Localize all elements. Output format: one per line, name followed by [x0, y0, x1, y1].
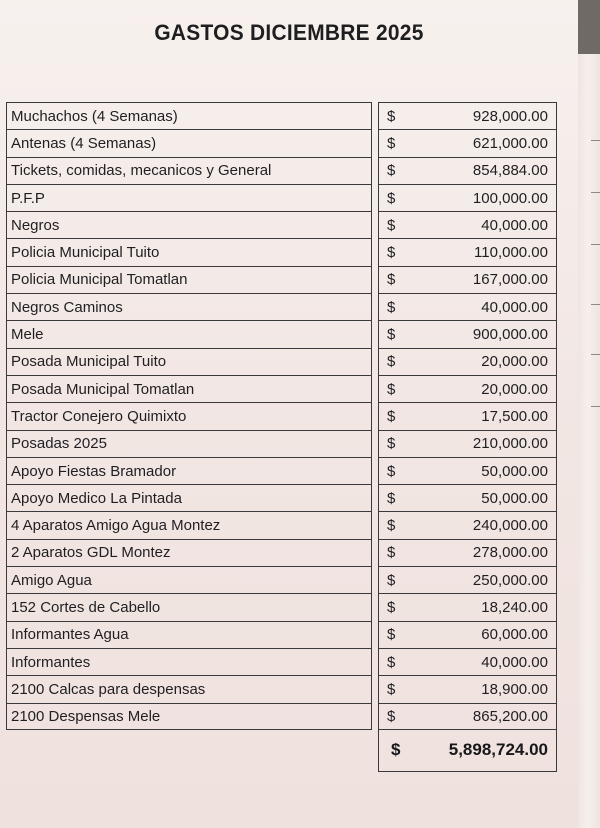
expense-amount: 240,000.00 — [472, 517, 548, 535]
expense-amount-cell — [378, 566, 557, 593]
expense-amount-cell — [378, 539, 557, 566]
total-amount-cell — [378, 730, 557, 772]
expense-row — [6, 238, 557, 265]
expense-amount: 210,000.00 — [472, 435, 548, 453]
expense-amount: 50,000.00 — [481, 462, 548, 480]
expense-row — [6, 430, 557, 457]
expense-amount: 928,000.00 — [472, 107, 548, 125]
expense-amount: 900,000.00 — [472, 326, 548, 344]
expense-row — [6, 375, 557, 402]
expense-concept: Negros Caminos — [6, 293, 372, 320]
currency-symbol: $ — [387, 244, 396, 262]
expense-amount: 40,000.00 — [481, 216, 548, 234]
expense-amount-cell — [378, 430, 557, 457]
total-amount: 5,898,724.00 — [448, 740, 548, 760]
expense-amount-cell — [378, 402, 557, 429]
expense-concept: Policia Municipal Tomatlan — [6, 266, 372, 293]
expense-amount-cell — [378, 157, 557, 184]
adjacent-page-line — [591, 192, 600, 193]
expense-row — [6, 457, 557, 484]
expense-amount: 18,900.00 — [481, 680, 548, 698]
expense-amount-cell — [378, 102, 557, 129]
expense-row — [6, 320, 557, 347]
expense-row — [6, 648, 557, 675]
currency-symbol: $ — [387, 298, 396, 316]
expense-concept: Mele — [6, 320, 372, 347]
currency-symbol: $ — [387, 189, 396, 207]
document-title: GASTOS DICIEMBRE 2025 — [154, 20, 424, 45]
adjacent-page-line — [591, 406, 600, 407]
expense-concept: P.F.P — [6, 184, 372, 211]
expense-amount: 621,000.00 — [472, 134, 548, 152]
currency-symbol: $ — [387, 571, 396, 589]
currency-symbol: $ — [387, 707, 396, 725]
expense-amount-cell — [378, 320, 557, 347]
currency-symbol: $ — [387, 216, 396, 234]
expense-amount-cell — [378, 184, 557, 211]
expense-amount: 60,000.00 — [481, 626, 548, 644]
currency-symbol: $ — [387, 271, 396, 289]
expense-concept: 4 Aparatos Amigo Agua Montez — [6, 511, 372, 538]
adjacent-page-line — [591, 354, 600, 355]
adjacent-page-line — [591, 140, 600, 141]
expense-row — [6, 211, 557, 238]
expense-amount: 854,884.00 — [472, 162, 548, 180]
expense-row — [6, 293, 557, 320]
currency-symbol: $ — [387, 680, 396, 698]
expense-row — [6, 102, 557, 129]
expense-row — [6, 348, 557, 375]
expense-amount-cell — [378, 621, 557, 648]
expense-row — [6, 539, 557, 566]
total-currency-symbol: $ — [391, 740, 401, 760]
currency-symbol: $ — [387, 517, 396, 535]
expense-row — [6, 129, 557, 156]
expense-row — [6, 157, 557, 184]
expense-amount: 40,000.00 — [481, 298, 548, 316]
expense-row — [6, 184, 557, 211]
adjacent-page-line — [591, 244, 600, 245]
expense-concept: Posadas 2025 — [6, 430, 372, 457]
currency-symbol: $ — [387, 653, 396, 671]
expense-concept: Apoyo Medico La Pintada — [6, 484, 372, 511]
expense-concept: 2 Aparatos GDL Montez — [6, 539, 372, 566]
expense-row — [6, 266, 557, 293]
currency-symbol: $ — [387, 162, 396, 180]
expense-amount-cell — [378, 511, 557, 538]
expense-concept: Posada Municipal Tuito — [6, 348, 372, 375]
expense-concept: Tickets, comidas, mecanicos y General — [6, 157, 372, 184]
expense-concept: 2100 Calcas para despensas — [6, 675, 372, 702]
expense-amount: 20,000.00 — [481, 380, 548, 398]
expense-amount: 40,000.00 — [481, 653, 548, 671]
currency-symbol: $ — [387, 435, 396, 453]
total-row — [6, 730, 557, 772]
expense-amount: 18,240.00 — [481, 598, 548, 616]
expense-amount-cell — [378, 703, 557, 730]
expense-amount-cell — [378, 293, 557, 320]
expense-concept: Tractor Conejero Quimixto — [6, 402, 372, 429]
expense-concept: Informantes Agua — [6, 621, 372, 648]
expense-row — [6, 675, 557, 702]
expense-amount-cell — [378, 593, 557, 620]
currency-symbol: $ — [387, 544, 396, 562]
expense-amount: 20,000.00 — [481, 353, 548, 371]
expense-concept: Muchachos (4 Semanas) — [6, 102, 372, 129]
expense-concept: Policia Municipal Tuito — [6, 238, 372, 265]
expense-amount-cell — [378, 457, 557, 484]
expense-amount: 50,000.00 — [481, 489, 548, 507]
expense-row — [6, 402, 557, 429]
expense-amount-cell — [378, 238, 557, 265]
currency-symbol: $ — [387, 626, 396, 644]
expense-row — [6, 621, 557, 648]
expense-amount: 100,000.00 — [472, 189, 548, 207]
currency-symbol: $ — [387, 353, 396, 371]
currency-symbol: $ — [387, 407, 396, 425]
expense-amount-cell — [378, 129, 557, 156]
expense-amount: 110,000.00 — [474, 244, 548, 262]
currency-symbol: $ — [387, 462, 396, 480]
expense-concept: 152 Cortes de Cabello — [6, 593, 372, 620]
currency-symbol: $ — [387, 326, 396, 344]
expense-amount: 17,500.00 — [481, 407, 548, 425]
expense-amount-cell — [378, 348, 557, 375]
expense-amount-cell — [378, 648, 557, 675]
expense-concept: Posada Municipal Tomatlan — [6, 375, 372, 402]
currency-symbol: $ — [387, 489, 396, 507]
expense-concept: Negros — [6, 211, 372, 238]
currency-symbol: $ — [387, 107, 396, 125]
expense-amount-cell — [378, 266, 557, 293]
expense-concept: Amigo Agua — [6, 566, 372, 593]
adjacent-page-line — [591, 304, 600, 305]
currency-symbol: $ — [387, 598, 396, 616]
expense-concept: Apoyo Fiestas Bramador — [6, 457, 372, 484]
expense-table — [6, 102, 557, 772]
expense-concept: 2100 Despensas Mele — [6, 703, 372, 730]
expense-row — [6, 703, 557, 730]
expense-row — [6, 484, 557, 511]
expense-concept: Antenas (4 Semanas) — [6, 129, 372, 156]
expense-row — [6, 593, 557, 620]
expense-concept: Informantes — [6, 648, 372, 675]
expense-amount-cell — [378, 375, 557, 402]
expense-amount-cell — [378, 675, 557, 702]
expense-amount-cell — [378, 211, 557, 238]
expense-amount: 278,000.00 — [472, 544, 548, 562]
expense-row — [6, 511, 557, 538]
expense-amount: 250,000.00 — [472, 571, 548, 589]
expense-amount-cell — [378, 484, 557, 511]
currency-symbol: $ — [387, 380, 396, 398]
expense-row — [6, 566, 557, 593]
expense-amount: 865,200.00 — [472, 707, 548, 725]
currency-symbol: $ — [387, 134, 396, 152]
expense-amount: 167,000.00 — [472, 271, 548, 289]
